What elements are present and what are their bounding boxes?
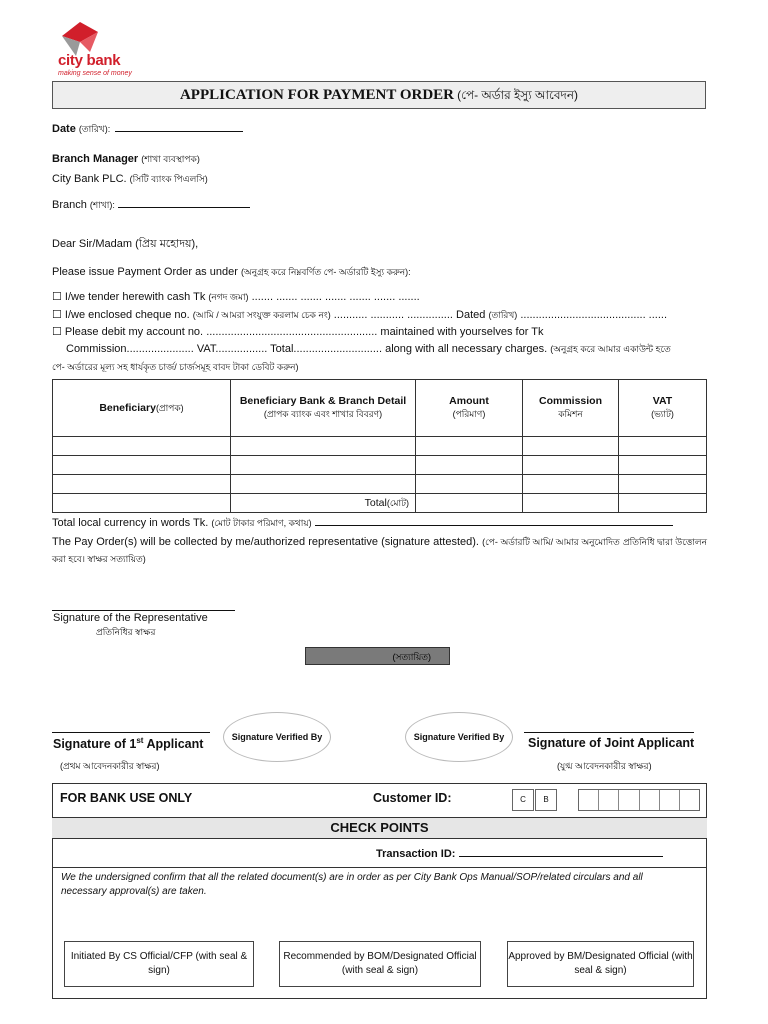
request-bn: (অনুগ্রহ করে নিম্নবর্ণিত পে- অর্ডারটি ইস্যু করুন): [240,267,411,277]
cash-amount-field[interactable]: ....... ....... ....... ....... ....... ....... ....... [251,291,420,303]
total-label: Total(মোট) [231,494,416,513]
representative-signature-field[interactable] [52,600,235,611]
first-applicant-signature-field[interactable] [52,722,210,733]
recommended-by-box[interactable]: Recommended by BOM/Designated Official (with seal & sign) [279,941,481,987]
cid-prefix-b: B [535,789,557,811]
dated-label-bn: (তারিখ) [488,310,518,320]
logo-tagline: making sense of money [58,70,132,77]
form-title [52,81,706,109]
kite-logo-icon [60,22,100,56]
initiated-by-box[interactable]: Initiated By CS Official/CFP (with seal & sign) [64,941,254,987]
table-header-row [53,380,707,437]
customer-id-input[interactable] [578,789,700,811]
words-label-bn: (মোট টাকার পরিমাণ, কথায়) [211,518,312,528]
col-beneficiary: Beneficiary(প্রাপক) [53,380,231,437]
joint-applicant-label-bn: (যুগ্ম আবেদনকারীর স্বাক্ষর) [557,761,652,771]
form-title-bn: (পে- অর্ডার ইস্যু আবেদন) [457,88,579,102]
date-label-bn: (তারিখ): [78,124,111,134]
first-applicant-label-bn: (প্রথম আবেদনকারীর স্বাক্ষর) [60,761,160,771]
bank-label: City Bank PLC. [52,173,127,185]
date-row [52,121,243,137]
table-row[interactable] [53,475,707,494]
commission-field[interactable]: Commission...................... [66,343,194,355]
vat-field[interactable]: VAT................. [196,343,268,355]
approved-by-box[interactable]: Approved by BM/Designated Official (with seal & sign) [507,941,694,987]
manager-row [52,152,200,167]
col-commission: Commission কমিশন [523,380,619,437]
cheque-option[interactable] [52,308,667,323]
branch-row [52,197,250,213]
bank-label-bn: (সিটি ব্যাংক পিএলসি) [129,174,208,184]
charges-row [66,342,671,357]
form-title-en: APPLICATION FOR PAYMENT ORDER [179,87,455,103]
request-en: Please issue Payment Order as under [52,266,238,278]
first-applicant-label: Signature of 1st Applicant [53,736,204,752]
cheque-option-bn: (আমি / আমরা সংযুক্ত করলাম চেক নং) [192,310,331,320]
words-row [52,515,673,531]
cheque-number-field[interactable]: ........... ........... ............... [333,309,453,321]
salutation: Dear Sir/Madam (প্রিয় মহোদয়), [52,238,199,250]
transaction-id-field[interactable] [459,847,663,857]
cash-option[interactable] [52,290,420,305]
branch-field[interactable] [118,197,250,208]
dated-field[interactable]: ......................................... ...... [520,309,668,321]
joint-applicant-label: Signature of Joint Applicant [528,736,695,750]
col-amount: Amount (পরিমাণ) [416,380,523,437]
col-bank-detail: Beneficiary Bank & Branch Detail (প্রাপক ব্যাংক এবং শাখার বিবরণ) [231,380,416,437]
date-label: Date [52,123,76,135]
date-field[interactable] [115,121,243,132]
table-total-row[interactable] [53,494,707,513]
cid-prefix-c: C [512,789,534,811]
words-field[interactable] [315,515,673,526]
debit-option-label: ☐ Please debit my account no. [52,326,204,338]
verified-by-stamp-1: Signature Verified By [223,712,331,762]
city-bank-logo [52,22,152,78]
charges-bn-2: পে- অর্ডারের মূল্য সহ ধার্যকৃত চার্জ/ চার্জসমূহ বাবদ টাকা ডেবিট করুন) [52,362,299,372]
charges-label: along with all necessary charges. [385,343,548,355]
manager-label: Branch Manager [52,153,139,165]
maintained-label: maintained with yourselves for Tk [380,326,544,338]
check-points-header: CHECK POINTS [52,817,707,839]
charges-bn-1: (অনুগ্রহ করে আমার একাউন্ট হতে [550,344,671,354]
cash-option-bn: (নগদ জমা) [208,292,249,302]
table-row[interactable] [53,437,707,456]
manager-label-bn: (শাখা ব্যবস্থাপক) [141,154,200,164]
collection-note: The Pay Order(s) will be collected by me/authorized representative (signature attested). (পে- অর্ডারটি আমি/ আমার অনুমোদিত প্রতিনিধি দ্বারা উত্তোলন করা হবে। স্বাক্ষর সত্যায়িত) [52,536,708,564]
verified-by-stamp-2: Signature Verified By [405,712,513,762]
bank-use-label: FOR BANK USE ONLY [60,791,193,805]
joint-applicant-signature-field[interactable] [524,722,694,733]
debit-option[interactable] [52,325,543,338]
account-number-field[interactable]: ........................................................ [206,326,378,338]
request-line [52,265,411,280]
customer-id-label: Customer ID: [373,791,452,805]
logo-wordmark: city bank [58,52,121,69]
divider [52,867,707,868]
confirmation-text: We the undersigned confirm that all the related document(s) are in order as per City Bank Ops Manual/SOP/related circulars and all necessary approval(s) are taken. [61,872,643,897]
transaction-id-label: Transaction ID: [376,848,456,860]
transaction-id-row [376,847,663,860]
beneficiary-table [52,379,707,513]
bank-row [52,172,208,187]
branch-label: Branch [52,199,87,211]
total-field[interactable]: Total............................. [270,343,383,355]
cash-option-label: ☐ I/we tender herewith cash Tk [52,291,206,303]
branch-label-bn: (শাখা): [89,200,115,210]
attested-label: (সত্যায়িত) [392,652,431,662]
dated-label: Dated [456,309,486,321]
attestation-box[interactable] [305,647,450,665]
representative-label-bn: প্রতিনিধির স্বাক্ষর [96,627,156,637]
representative-label: Signature of the Representative [53,612,208,624]
table-row[interactable] [53,456,707,475]
cheque-option-label: ☐ I/we enclosed cheque no. [52,309,190,321]
col-vat: VAT (ভ্যাট) [619,380,707,437]
words-label: Total local currency in words Tk. [52,517,209,529]
